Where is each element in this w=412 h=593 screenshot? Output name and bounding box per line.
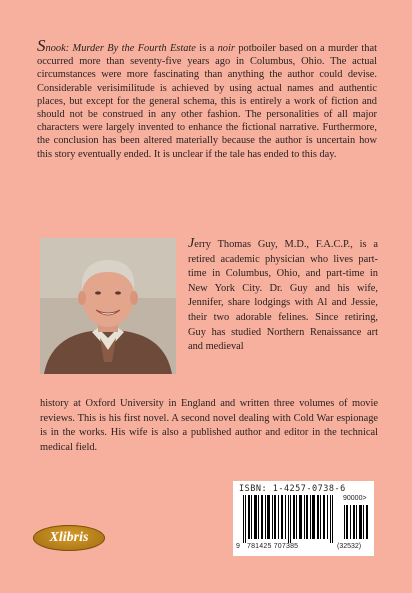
back-cover-blurb — [37, 36, 377, 161]
blurb-drop-letter: S — [37, 36, 46, 55]
publisher-logo — [33, 525, 105, 551]
publisher-logo-text: Xlibris — [49, 530, 89, 545]
barcode-prefix-digit: 9 — [236, 543, 240, 550]
bio-text: erry Thomas Guy, M.D., F.A.C.P., is a retired academic physician who lives part-time in Columbus, Ohio, and part-time in New York City. Dr. Guy and his wife, Jennifer, share lodgings with Al and Jessie, their two adorable felines. Since retiring, Guy has studied Northern Renaissance art and medieval — [188, 239, 378, 353]
blurb-text-a: is a — [195, 43, 218, 54]
price-barcode-bars — [343, 505, 371, 539]
author-bio — [188, 237, 378, 355]
author-portrait-image — [40, 238, 176, 374]
isbn-label: ISBN: 1-4257-0738-6 — [239, 484, 346, 494]
blurb-noir: noir — [217, 43, 235, 54]
barcode-digits: 781425 707385 — [247, 543, 299, 550]
blurb-text-b: potboiler based on a murder that occurred more than seventy-five years ago in Columbus, Ohio. The actual circumstances were more fascinating than anything the author could devise. Considerable verisimilitude is achieved by using actual names and authentic places, but except for the general schema, this is entirely a work of fiction and should not be construed in any other fashion. The personalities of all major characters were largely invented to enhance the fictional narrative. Furthermore, the conclusion has been altered materially because the author is uncertain how this story eventually ended. It is unclear if the tale has ended to this day. — [37, 43, 377, 160]
book-title: nook: Murder By the Fourth Estate — [45, 43, 196, 54]
isbn-barcode — [233, 481, 374, 556]
author-photo — [40, 238, 176, 374]
barcode-price-digits: (32532) — [337, 543, 362, 550]
price-code: 90000> — [343, 495, 367, 502]
author-bio-continued: history at Oxford University in England and written three volumes of movie reviews. This is his first novel. A second novel dealing with Cold War espionage is in the works. His wife is also a published author and editor in the technical medical field. — [40, 398, 378, 453]
bio-drop-letter: J — [188, 236, 195, 251]
barcode-bars — [237, 495, 341, 543]
